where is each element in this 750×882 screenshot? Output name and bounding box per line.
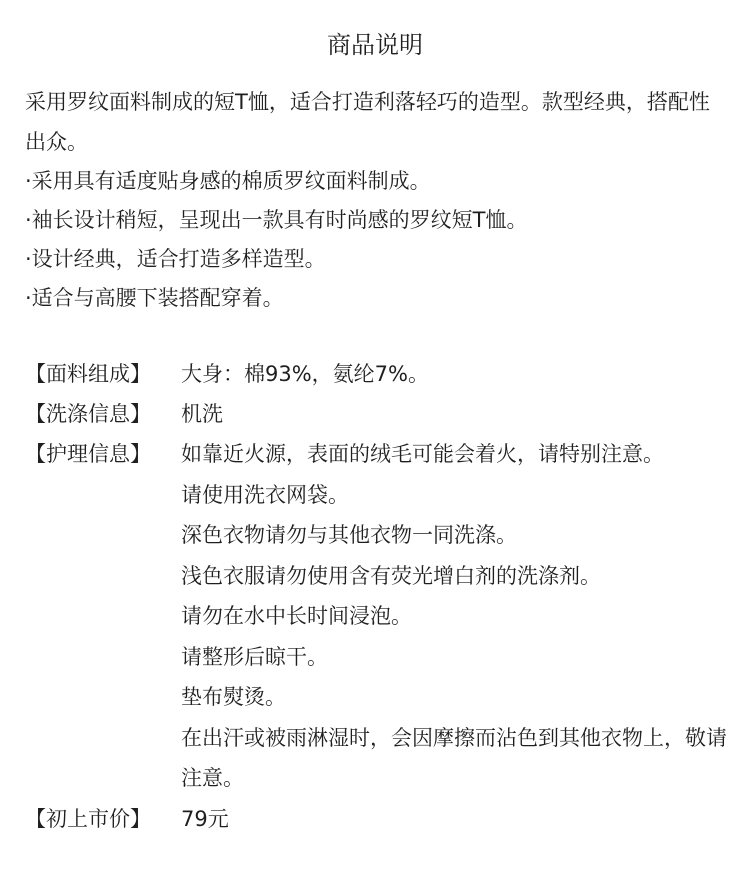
care-instruction: 请整形后晾干。 xyxy=(181,644,328,669)
care-instruction: 浅色衣服请勿使用含有荧光增白剂的洗涤剂。 xyxy=(181,563,601,588)
spec-label-material: 【面料组成】 xyxy=(25,362,151,386)
spec-value-care xyxy=(181,434,730,799)
feature-item: ·设计经典，适合打造多样造型。 xyxy=(25,247,326,271)
spec-value-price: 79元 xyxy=(181,806,229,831)
care-instruction: 垫布熨烫。 xyxy=(181,685,286,709)
spec-label-price: 【初上市价】 xyxy=(25,806,151,831)
care-instruction: 深色衣物请勿与其他衣物一同洗涤。 xyxy=(181,523,517,547)
spec-list xyxy=(0,354,750,839)
care-instruction: 在出汗或被雨淋湿时，会因摩擦而沾色到其他衣物上，敬请注意。 xyxy=(181,725,727,790)
feature-item: ·袖长设计稍短，呈现出一款具有时尚感的罗纹短T恤。 xyxy=(25,208,528,232)
spec-label-washing: 【洗涤信息】 xyxy=(25,402,151,426)
spec-row-material xyxy=(25,354,730,394)
spec-value-washing: 机洗 xyxy=(181,402,223,426)
spec-row-care xyxy=(25,434,730,799)
spec-label-care: 【护理信息】 xyxy=(25,442,151,466)
feature-list xyxy=(0,162,750,318)
care-instruction: 请使用洗衣网袋。 xyxy=(181,482,349,507)
spec-value-material: 大身：棉93%，氨纶7%。 xyxy=(181,362,429,386)
spec-row-washing xyxy=(25,394,730,434)
care-instruction: 如靠近火源，表面的绒毛可能会着火，请特别注意。 xyxy=(181,442,664,466)
page-title: 商品说明 xyxy=(327,31,423,59)
spec-row-price xyxy=(25,799,730,839)
feature-item: ·适合与高腰下装搭配穿着。 xyxy=(25,286,284,310)
care-instruction: 请勿在水中长时间浸泡。 xyxy=(181,604,412,628)
intro-section xyxy=(0,82,750,162)
feature-item: ·采用具有适度贴身感的棉质罗纹面料制成。 xyxy=(25,169,431,193)
intro-paragraph: 采用罗纹面料制成的短T恤，适合打造利落轻巧的造型。款型经典，搭配性出众。 xyxy=(25,90,710,154)
